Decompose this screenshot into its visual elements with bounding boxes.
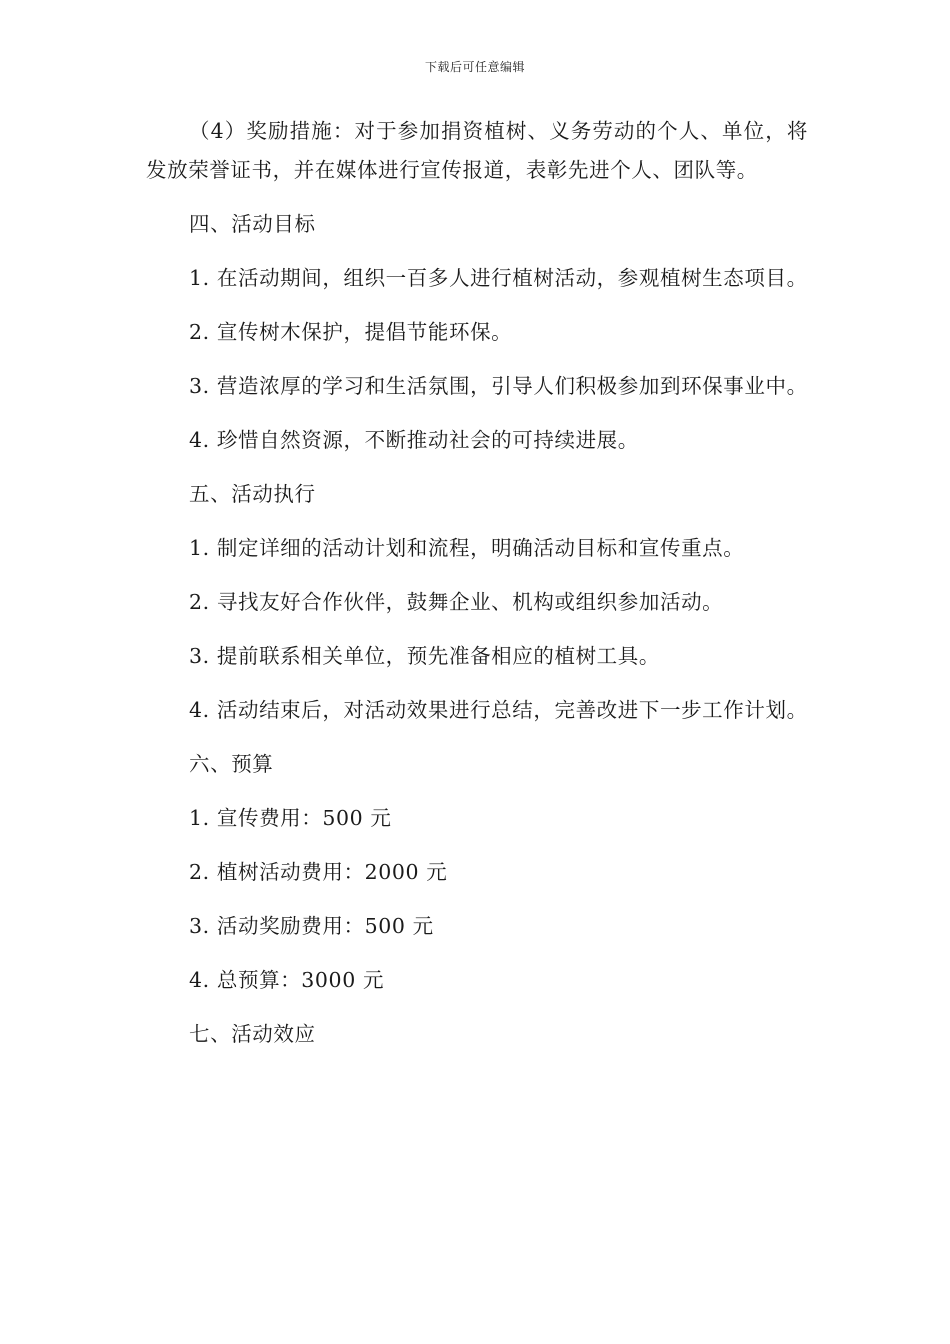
budget-item-total: 4. 总预算：3000 元	[189, 968, 385, 992]
execution-item-2: 2. 寻找友好合作伙伴，鼓舞企业、机构或组织参加活动。	[189, 590, 724, 614]
goal-item-2: 2. 宣传树木保护，提倡节能环保。	[189, 320, 513, 344]
goal-item-4: 4. 珍惜自然资源，不断推动社会的可持续进展。	[189, 428, 639, 452]
section-heading-goals: 四、活动目标	[189, 212, 316, 236]
budget-item-1: 1. 宣传费用：500 元	[189, 806, 392, 830]
page-header-note: 下载后可任意编辑	[424, 60, 525, 74]
paragraph-reward-measures: （4）奖励措施：对于参加捐资植树、义务劳动的个人、单位，将发放荣誉证书，并在媒体进行宣传报道，表彰先进个人、团队等。	[146, 119, 808, 182]
budget-item-3: 3. 活动奖励费用：500 元	[189, 914, 434, 938]
execution-item-1: 1. 制定详细的活动计划和流程，明确活动目标和宣传重点。	[189, 536, 745, 560]
execution-item-3: 3. 提前联系相关单位，预先准备相应的植树工具。	[189, 644, 660, 668]
execution-item-4: 4. 活动结束后，对活动效果进行总结，完善改进下一步工作计划。	[189, 698, 808, 722]
document-body	[146, 112, 808, 1069]
section-heading-execution: 五、活动执行	[189, 482, 316, 506]
section-heading-effects: 七、活动效应	[189, 1022, 316, 1046]
goal-item-3: 3. 营造浓厚的学习和生活氛围，引导人们积极参加到环保事业中。	[189, 374, 808, 398]
budget-item-2: 2. 植树活动费用：2000 元	[189, 860, 448, 884]
goal-item-1: 1. 在活动期间，组织一百多人进行植树活动，参观植树生态项目。	[189, 266, 808, 290]
section-heading-budget: 六、预算	[189, 752, 274, 776]
